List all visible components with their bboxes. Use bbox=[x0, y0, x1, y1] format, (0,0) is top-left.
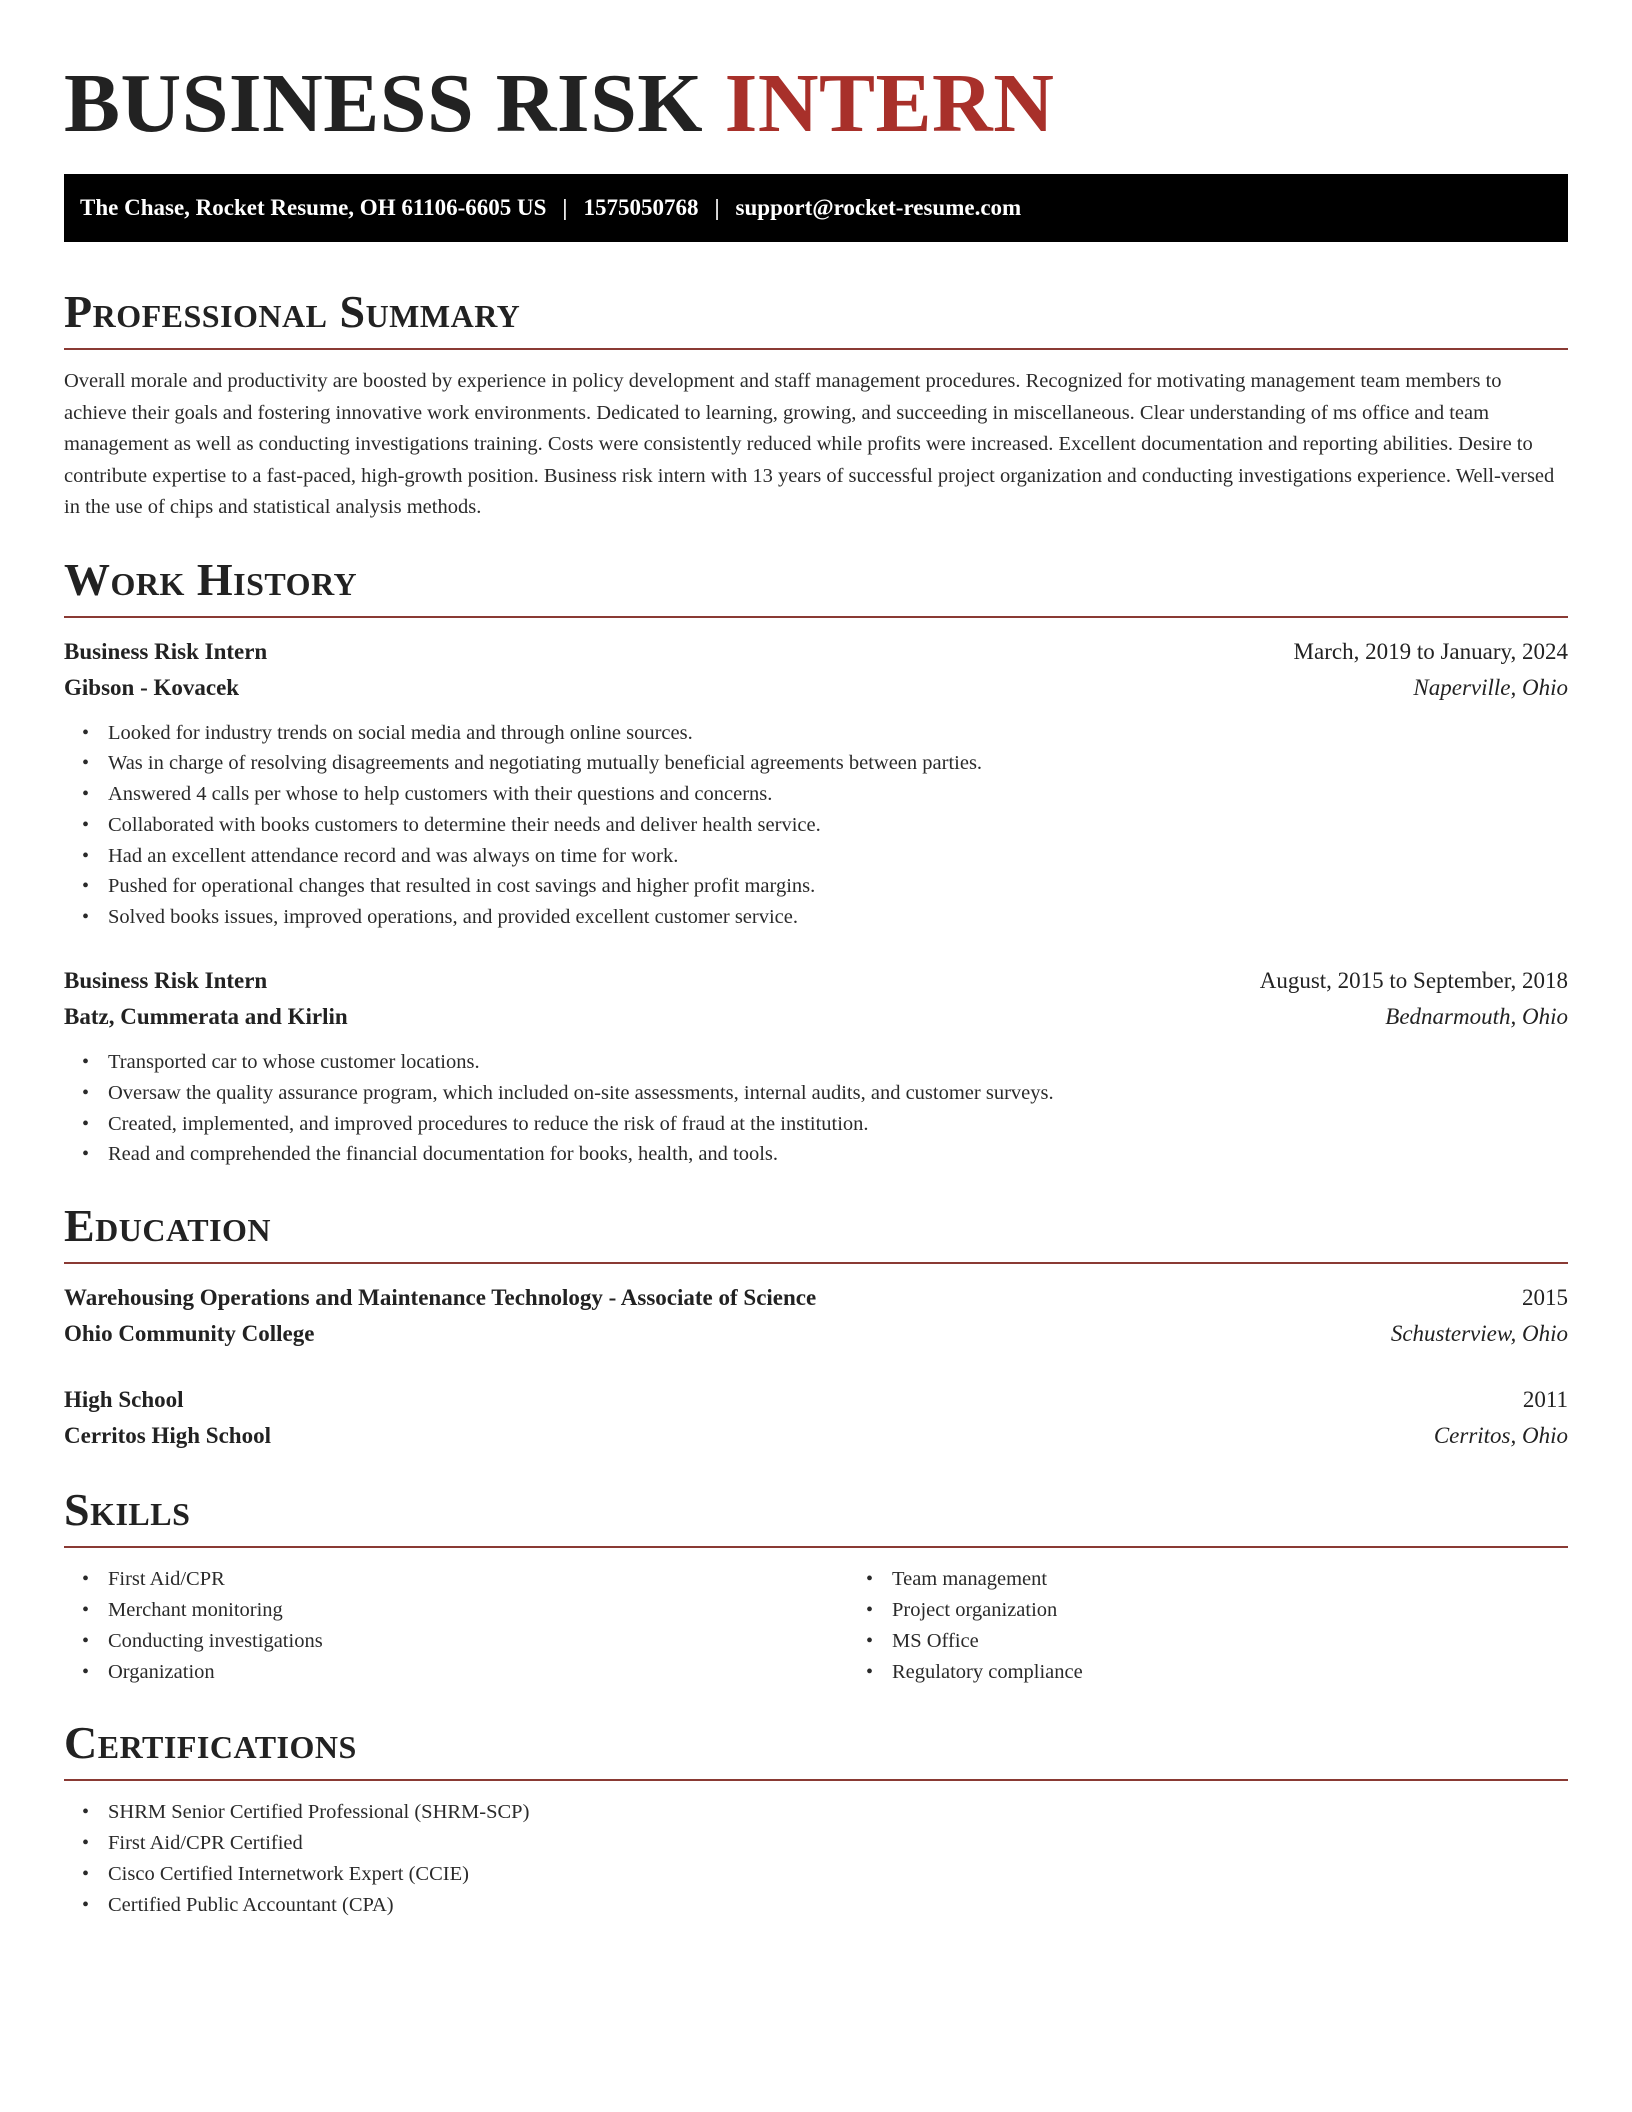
skill-item: • MS Office bbox=[892, 1626, 1083, 1657]
job-company: Gibson - Kovacek bbox=[64, 674, 240, 700]
skill-item: • First Aid/CPR bbox=[108, 1564, 848, 1595]
section-divider bbox=[64, 1546, 1568, 1548]
section-title: Work History bbox=[64, 553, 358, 605]
work-history-section bbox=[64, 554, 1568, 1171]
contact-bar bbox=[64, 174, 1568, 242]
skills-column-right bbox=[848, 1564, 1083, 1687]
job-location: Bednarmouth, Ohio bbox=[1385, 1004, 1568, 1030]
list-item: • Read and comprehended the financial documentation for books, health, and tools. bbox=[108, 1139, 1568, 1170]
list-item: • Pushed for operational changes that resulted in cost savings and higher profit margins. bbox=[108, 871, 1568, 902]
section-title: Skills bbox=[64, 1484, 191, 1536]
section-divider bbox=[64, 1262, 1568, 1264]
education-school: Ohio Community College bbox=[64, 1321, 315, 1347]
contact-phone: 1575050768 bbox=[583, 195, 699, 220]
education-entry bbox=[64, 1280, 1568, 1352]
section-divider bbox=[64, 616, 1568, 618]
summary-section bbox=[64, 286, 1568, 524]
contact-email: support@rocket-resume.com bbox=[735, 195, 1022, 220]
resume-name bbox=[64, 58, 1568, 150]
skill-item: • Regulatory compliance bbox=[892, 1657, 1083, 1688]
contact-separator: | bbox=[714, 195, 720, 220]
job-entry bbox=[64, 963, 1568, 1170]
section-title: Education bbox=[64, 1200, 272, 1252]
job-title: Business Risk Intern bbox=[64, 638, 268, 664]
list-item: • Answered 4 calls per whose to help customers with their questions and concerns. bbox=[108, 779, 1568, 810]
skill-item: • Merchant monitoring bbox=[108, 1595, 848, 1626]
list-item: • Was in charge of resolving disagreements and negotiating mutually beneficial agreements between parties. bbox=[108, 748, 1568, 779]
list-item: • Solved books issues, improved operations, and provided excellent customer service. bbox=[108, 902, 1568, 933]
job-entry bbox=[64, 634, 1568, 934]
skill-item: • Conducting investigations bbox=[108, 1626, 848, 1657]
job-bullets bbox=[64, 1047, 1568, 1170]
skills-column-left bbox=[64, 1564, 848, 1687]
job-bullets bbox=[64, 718, 1568, 934]
skill-item: • Organization bbox=[108, 1657, 848, 1688]
list-item: • Collaborated with books customers to determine their needs and deliver health service. bbox=[108, 810, 1568, 841]
section-divider bbox=[64, 1779, 1568, 1781]
list-item: • Looked for industry trends on social media and through online sources. bbox=[108, 718, 1568, 749]
name-accent: INTERN bbox=[724, 57, 1055, 150]
certification-item: • Cisco Certified Internetwork Expert (CCIE) bbox=[108, 1859, 1568, 1890]
skills-section bbox=[64, 1484, 1568, 1687]
education-location: Schusterview, Ohio bbox=[1390, 1321, 1568, 1347]
education-entry bbox=[64, 1382, 1568, 1454]
list-item: • Had an excellent attendance record and was always on time for work. bbox=[108, 841, 1568, 872]
skill-item: • Team management bbox=[892, 1564, 1083, 1595]
certification-item: • SHRM Senior Certified Professional (SHRM-SCP) bbox=[108, 1797, 1568, 1828]
certifications-section bbox=[64, 1717, 1568, 1920]
education-school: Cerritos High School bbox=[64, 1423, 271, 1449]
job-dates: August, 2015 to September, 2018 bbox=[1259, 968, 1568, 994]
summary-text: Overall morale and productivity are boosted by experience in policy development and staff management procedures. Recognized for motivating management team members to achieve their goals and fostering innovative work environments. Dedicated to learning, growing, and succeeding in miscellaneous. Clear understanding of ms office and team management as well as conducting investigations training. Costs were consistently reduced while profits were increased. Excellent documentation and reporting abilities. Desire to contribute expertise to a fast-paced, high-growth position. Business risk intern with 13 years of successful project organization and conducting investigations experience. Well-versed in the use of chips and statistical analysis methods. bbox=[64, 370, 1555, 518]
contact-address: The Chase, Rocket Resume, OH 61106-6605 US bbox=[80, 195, 547, 220]
certification-item: • Certified Public Accountant (CPA) bbox=[108, 1890, 1568, 1921]
education-degree: Warehousing Operations and Maintenance Technology - Associate of Science bbox=[64, 1285, 817, 1311]
job-location: Naperville, Ohio bbox=[1413, 674, 1568, 700]
section-divider bbox=[64, 348, 1568, 350]
job-title: Business Risk Intern bbox=[64, 968, 268, 994]
skill-item: • Project organization bbox=[892, 1595, 1083, 1626]
job-company: Batz, Cummerata and Kirlin bbox=[64, 1004, 348, 1030]
list-item: • Created, implemented, and improved procedures to reduce the risk of fraud at the institution. bbox=[108, 1109, 1568, 1140]
certification-item: • First Aid/CPR Certified bbox=[108, 1828, 1568, 1859]
contact-separator: | bbox=[562, 195, 568, 220]
section-title: Professional Summary bbox=[64, 286, 521, 337]
education-degree: High School bbox=[64, 1387, 184, 1413]
skills-grid bbox=[64, 1564, 1568, 1687]
education-year: 2011 bbox=[1522, 1387, 1568, 1413]
education-section bbox=[64, 1200, 1568, 1454]
job-dates: March, 2019 to January, 2024 bbox=[1293, 638, 1568, 664]
name-primary: BUSINESS RISK bbox=[64, 57, 704, 150]
list-item: • Transported car to whose customer locations. bbox=[108, 1047, 1568, 1078]
list-item: • Oversaw the quality assurance program, which included on-site assessments, internal audits, and customer surveys. bbox=[108, 1078, 1568, 1109]
certifications-list bbox=[64, 1797, 1568, 1920]
education-location: Cerritos, Ohio bbox=[1433, 1423, 1568, 1449]
education-year: 2015 bbox=[1522, 1285, 1568, 1311]
section-title: Certifications bbox=[64, 1717, 357, 1769]
